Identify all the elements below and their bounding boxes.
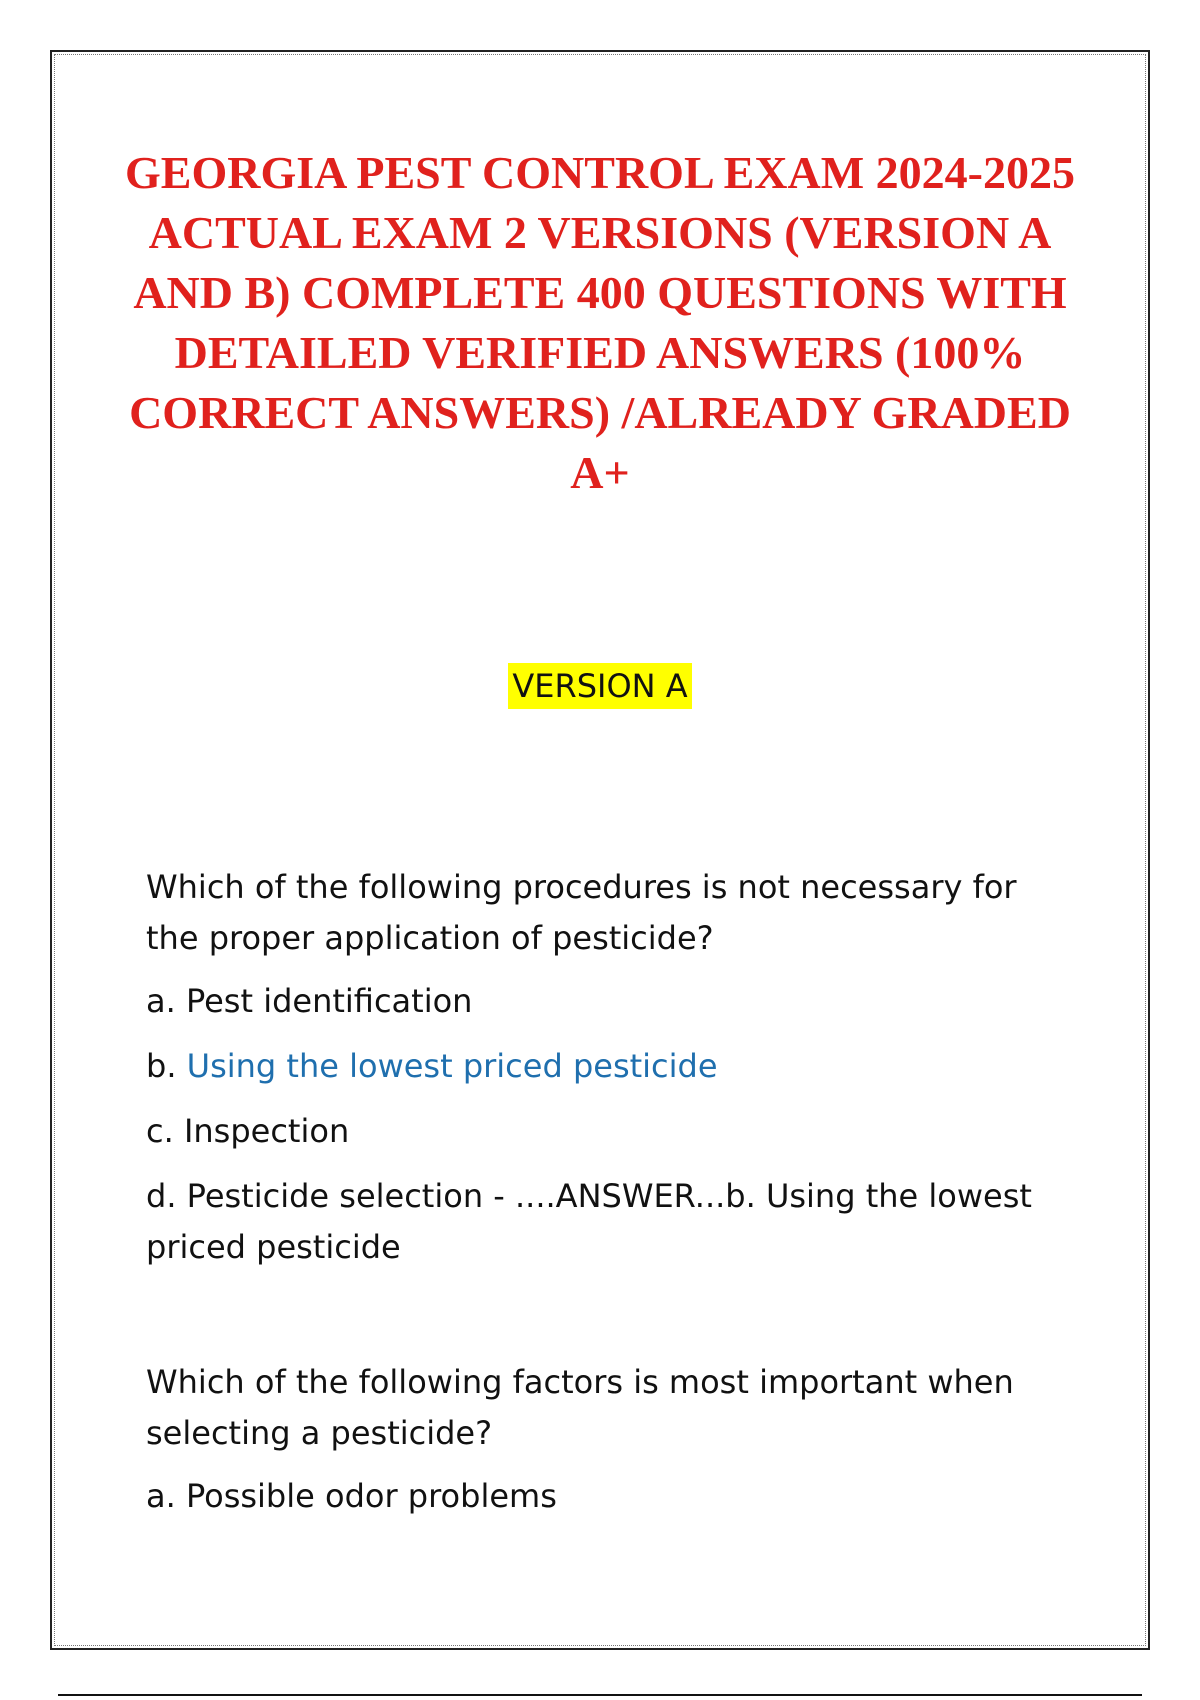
question-block bbox=[146, 862, 1046, 1287]
option-prefix: c. bbox=[146, 1112, 184, 1150]
question-block bbox=[146, 1357, 1046, 1536]
version-label: VERSION A bbox=[508, 663, 691, 709]
question-text: Which of the following factors is most important when selecting a pesticide? bbox=[146, 1363, 1014, 1452]
option-prefix: a. bbox=[146, 1477, 186, 1515]
answer-option bbox=[146, 1106, 1046, 1157]
option-text: Pesticide selection - ....ANSWER...b. Using the lowest priced pesticide bbox=[146, 1177, 1032, 1266]
answer-option bbox=[146, 1471, 1046, 1522]
option-text-highlighted: Using the lowest priced pesticide bbox=[186, 1047, 718, 1085]
option-prefix: b. bbox=[146, 1047, 187, 1085]
bottom-rule bbox=[58, 1694, 1142, 1696]
answer-option bbox=[146, 1171, 1046, 1273]
option-prefix: a. bbox=[146, 982, 186, 1020]
question-text: Which of the following procedures is not necessary for the proper application of pesticide? bbox=[146, 868, 1017, 957]
answer-option bbox=[146, 976, 1046, 1027]
option-prefix: d. bbox=[146, 1177, 187, 1215]
option-text: Possible odor problems bbox=[185, 1477, 557, 1515]
version-label-container bbox=[0, 663, 1200, 709]
option-text: Inspection bbox=[183, 1112, 350, 1150]
option-text: Pest identification bbox=[185, 982, 473, 1020]
answer-option-correct bbox=[146, 1041, 1046, 1092]
document-title: GEORGIA PEST CONTROL EXAM 2024-2025 ACTUAL EXAM 2 VERSIONS (VERSION A AND B) COMPLETE 400 QUESTIONS WITH DETAILED VERIFIED ANSWERS (100% CORRECT ANSWERS) /ALREADY GRADED A+ bbox=[125, 147, 1075, 498]
